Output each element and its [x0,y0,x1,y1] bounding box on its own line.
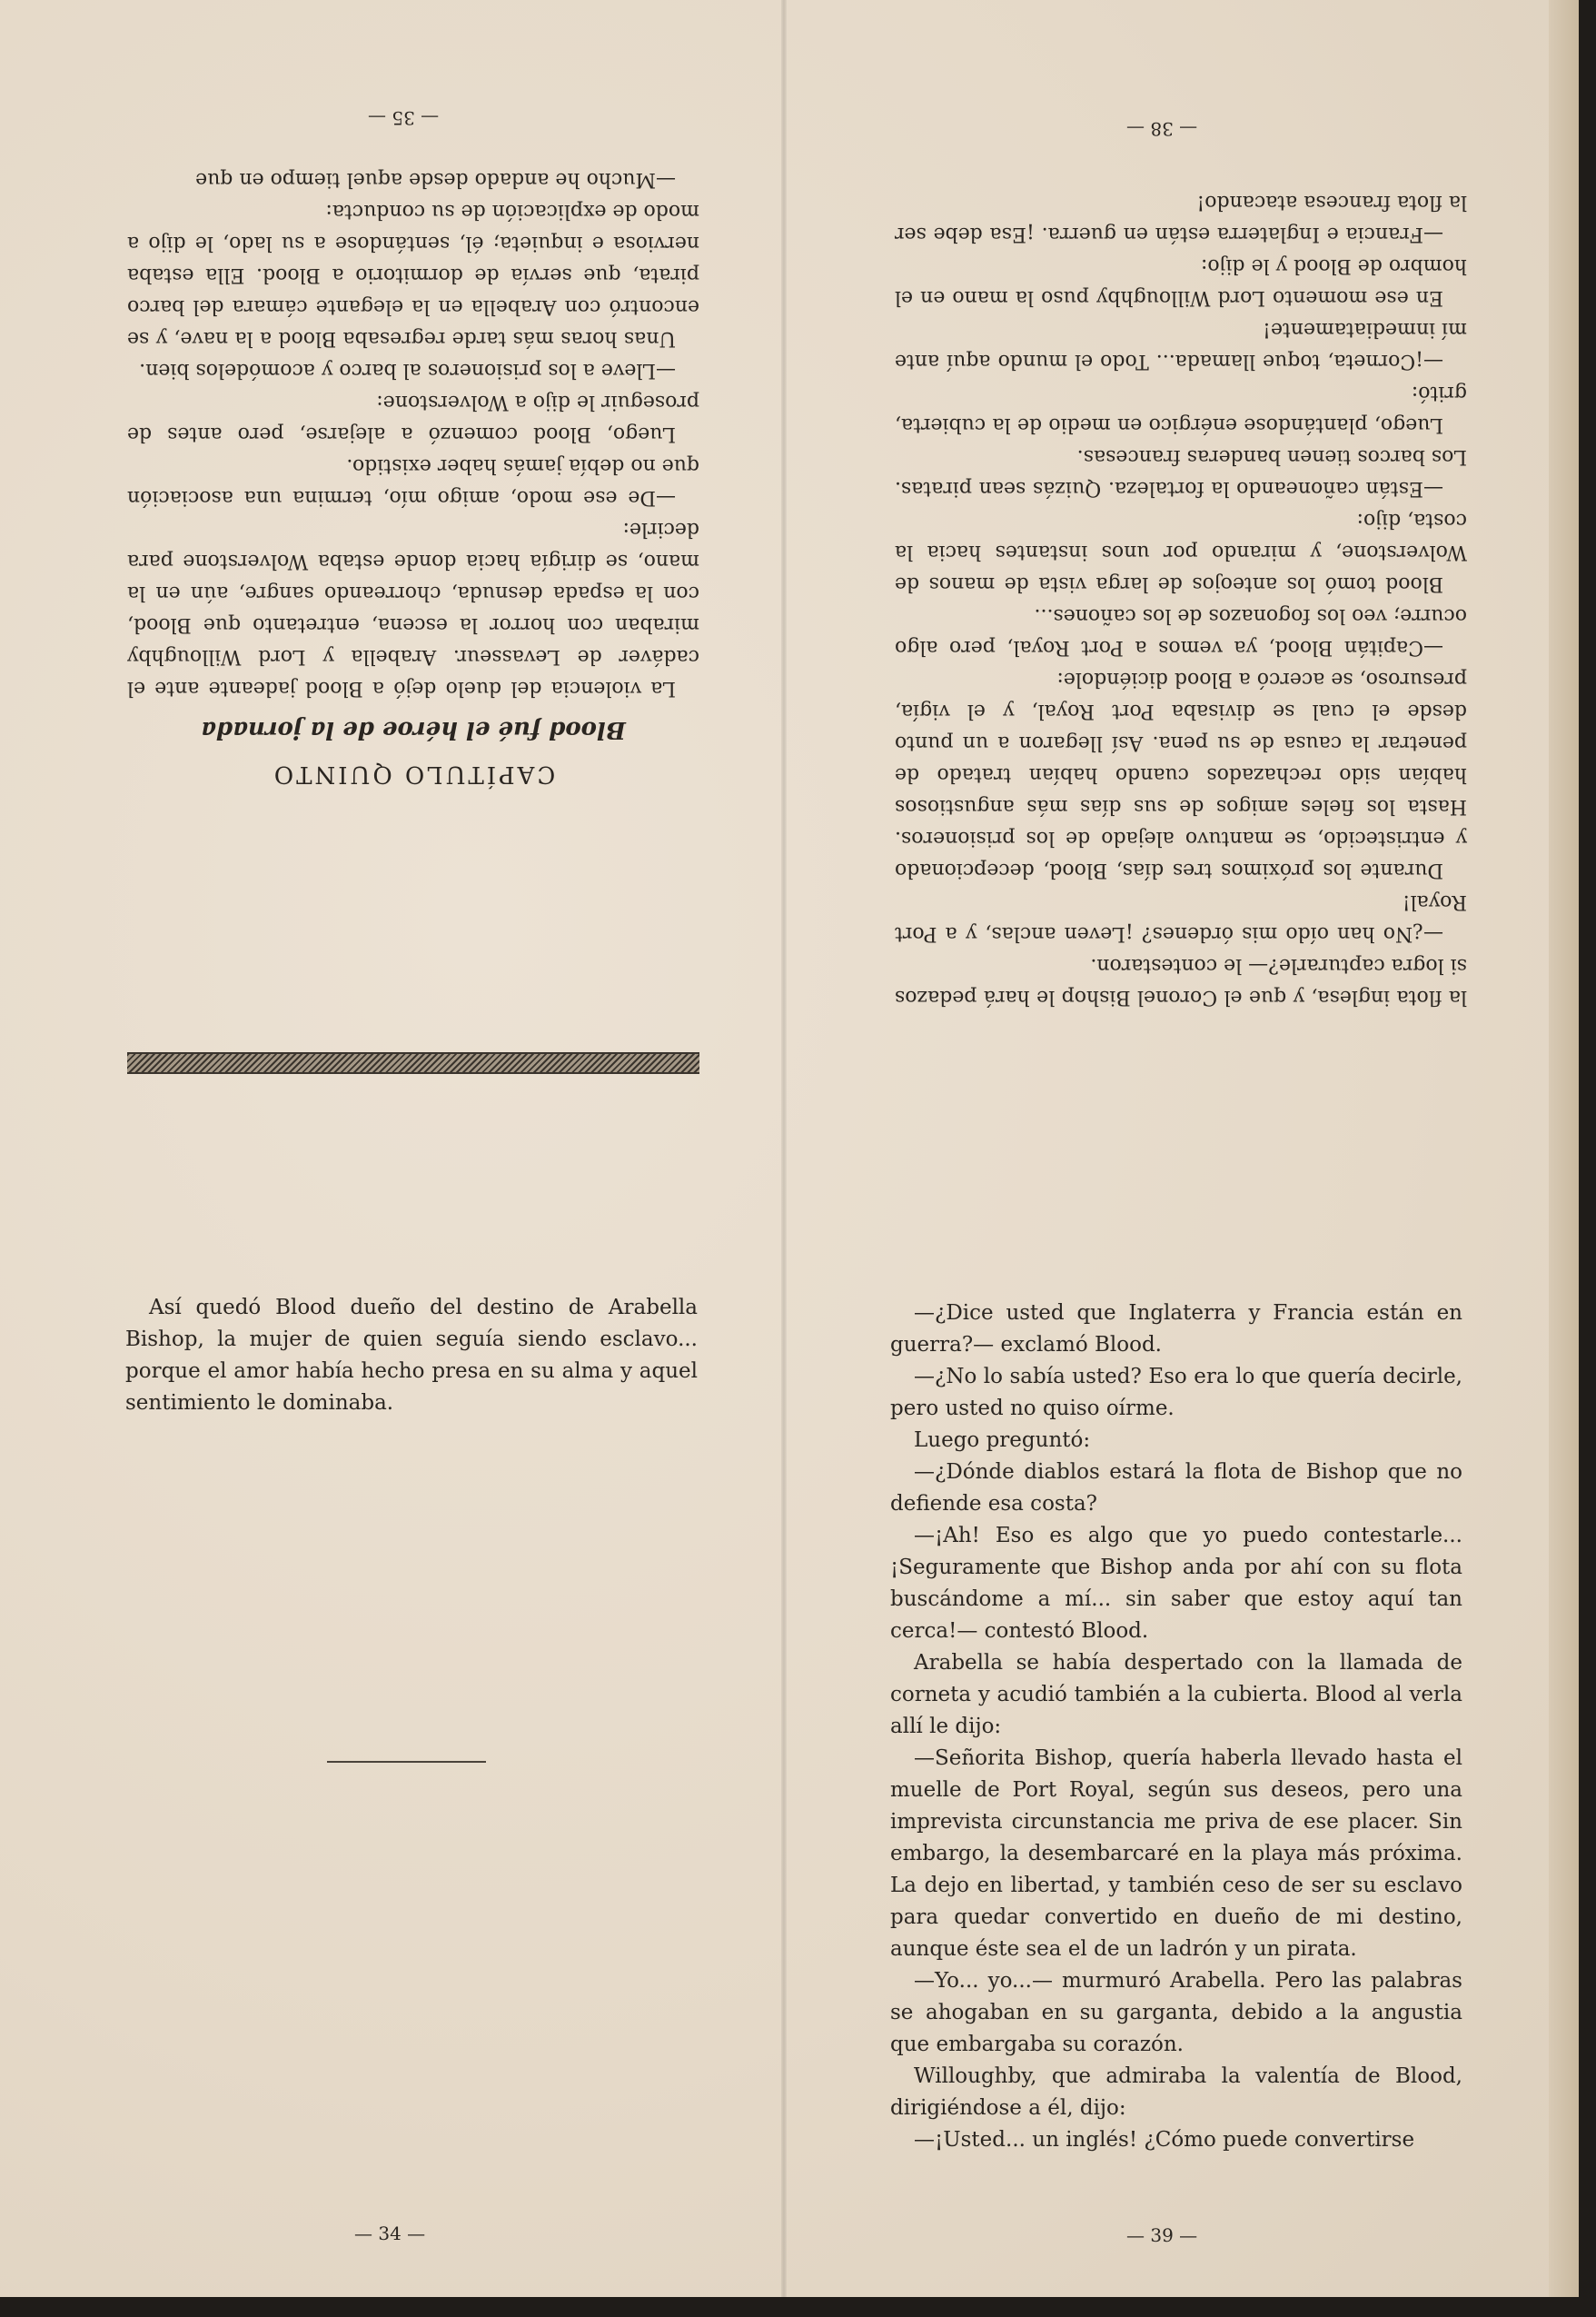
scan-border-bottom [0,2297,1596,2317]
paragraph: Unas horas más tarde regresaba Blood a la nave, y se encontró con Arabella en la elegante cámara del barco pirata, que servía de dormitorio a Blood. Ella estaba nerviosa e inquieta; él, sentándose a su lado, le dijo a modo de explicación de su conducta: [127,200,699,350]
paragraph: Luego preguntó: [914,1428,1091,1452]
scan-border-right [1579,0,1596,2317]
paragraph: Así quedó Blood dueño del destino de Arabella Bishop, la mujer de quien seguía siendo esclavo... porque el amor había hecho presa en su alma y aquel sentimiento le dominaba. [125,1296,698,1415]
paragraph: —Yo... yo...— murmuró Arabella. Pero las palabras se ahogaban en su garganta, debido a la angustia que embargaba su corazón. [890,1969,1462,2056]
paragraph: —¡Usted... un inglés! ¿Cómo puede convertirse [914,2128,1415,2152]
paragraph: —¡Corneta, toque llamada... Todo el mundo aquí ante mí inmediatamente! [895,318,1467,373]
page-number-38: — 38 — [1126,118,1198,140]
paragraph: —¡Ah! Eso es algo que yo puedo contestarle... ¡Seguramente que Bishop anda por ahí con su flota buscándome a mí... sin saber que estoy aquí tan cerca!— contestó Blood. [890,1524,1462,1643]
chapter-label: CAPÍTULO QUINTO [271,761,556,788]
page-38-column [895,186,1467,1013]
paragraph: —¿No lo sabía usted? Eso era lo que quería decirle, pero usted no quiso oírme. [890,1365,1462,1420]
page-number-39: — 39 — [1126,2224,1198,2246]
paper-edge [1549,0,1579,2297]
paragraph: —De ese modo, amigo mío, termina una asociación que no debía jamás haber existido. [127,454,699,509]
paragraph: —Mucho he andado desde aquel tiempo en que [195,168,676,191]
paragraph: —Capitán Blood, ya vemos a Port Royal, pero algo ocurre; veo los fogonazos de los cañones... [895,604,1467,659]
paragraph: —Están cañoneando la fortaleza. Quizás sean piratas. Los barcos tienen banderas francesas. [895,445,1467,500]
paragraph: Willoughby, que admiraba la valentía de Blood, dirigiéndose a él, dijo: [890,2064,1462,2120]
paragraph: Durante los próximos tres días, Blood, decepcionado y entristecido, se mantuvo alejado de los prisioneros. Hasta los fieles amigos de sus días más angustiosos habían sido rechazados cuando habían tratado de penetrar la causa de su pena. Así llegaron a un punto desde el cual se divisaba Port Royal, y el vigía, presuroso, se acercó a Blood diciéndole: [895,668,1467,881]
paragraph: —Señorita Bishop, quería haberla llevado hasta el muelle de Port Royal, según sus deseos, pero una imprevista circunstancia me priva de ese placer. Sin embargo, la desembarcaré en la playa más próxima. La dejo en libertad, y también ceso de ser su esclavo para quedar convertido en dueño de mi destino, aunque éste sea el de un ladrón y un pirata. [890,1746,1462,1961]
closing-rule [327,1761,486,1763]
paragraph: —¿Dónde diablos estará la flota de Bishop que no defiende esa costa? [890,1460,1462,1516]
paragraph: —¿No han oído mis órdenes? ¡Leven anclas, y a Port Royal! [895,890,1467,945]
paragraph: —Lleve a los prisioneros al barco y acomódelos bien. [139,359,676,382]
center-fold [781,0,787,2297]
paragraph: La violencia del duelo dejó a Blood jadeante ante el cadáver de Levasseur. Arabella y Lord Willoughby miraban con horror la escena, entretanto que Blood, con la espada desnuda, chorreando sangre, aún en la mano, se dirigía hacia donde estaba Wolverstone para decirle: [127,518,699,700]
paragraph: En ese momento Lord Willoughby puso la mano en el hombro de Blood y le dijo: [895,254,1467,309]
page-number-34: — 34 — [354,2223,426,2244]
chapter-title: Blood fué el héroe de la jornada [201,716,626,743]
paragraph: Arabella se había despertado con la llamada de corneta y acudió también a la cubierta. Blood al verla allí le dijo: [890,1651,1462,1738]
chapter-ornament-divider [127,1052,699,1074]
page-39-column [890,1298,1462,2156]
page-34-column [125,1292,698,1419]
paragraph: —¿Dice usted que Inglaterra y Francia están en guerra?— exclamó Blood. [890,1301,1462,1357]
paragraph: la flota inglesa, y que el Coronel Bishop le hará pedazos si logra capturarle?— le contestaron. [895,954,1467,1009]
paragraph: Luego, plantándose enérgico en medio de la cubierta, gritó: [895,382,1467,436]
paragraph: Luego, Blood comenzó a alejarse, pero antes de proseguir le dijo a Wolverstone: [127,391,699,445]
paragraph: —Francia e Inglaterra están en guerra. ¡Esa debe ser la flota francesa atacando! [895,191,1467,245]
page-number-35: — 35 — [368,107,440,129]
page-35-column [127,164,699,795]
paragraph: Blood tomó los anteojos de larga vista de manos de Wolverstone, y mirando por unos instantes hacia la costa, dijo: [895,509,1467,595]
